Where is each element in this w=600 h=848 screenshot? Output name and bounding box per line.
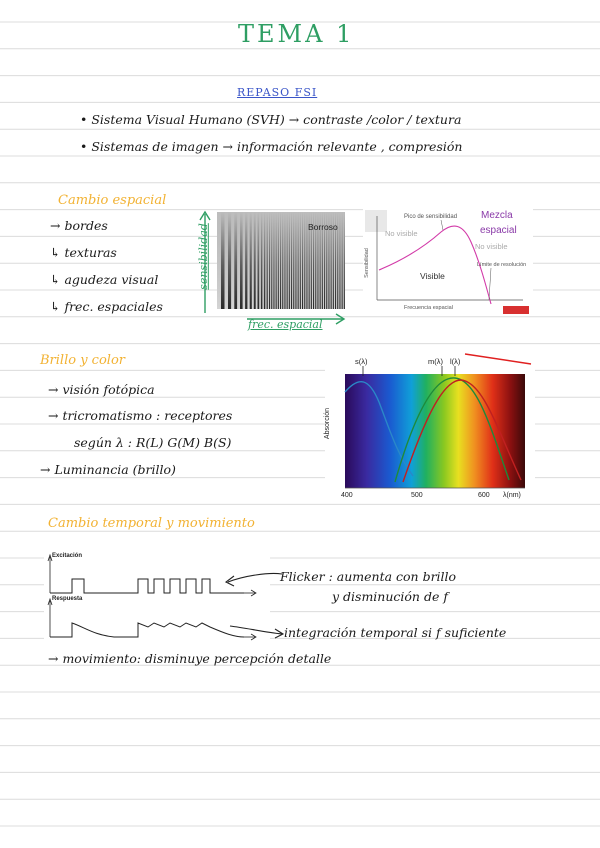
color-item-tricromatismo: → tricromatismo : receptores xyxy=(48,408,233,423)
spectrum-x-600: 600 xyxy=(478,492,490,499)
excitation-label: Excitación xyxy=(52,553,83,559)
espacial-label: espacial xyxy=(480,225,517,236)
spatial-item-texturas: ↳ texturas xyxy=(50,245,117,260)
color-item-fotopica: → visión fotópica xyxy=(48,382,155,397)
csf-xlabel: Frecuencia espacial xyxy=(404,305,453,311)
spectrum-ylabel: Absorción xyxy=(324,407,332,440)
grating-label: Borroso xyxy=(308,222,338,232)
intro-bullet-1: • Sistema Visual Humano (SVH) → contraste /color / textura xyxy=(80,112,462,127)
integration-note: integración temporal si f suficiente xyxy=(284,625,507,640)
section-heading-temporal: Cambio temporal y movimiento xyxy=(48,516,255,531)
flicker-note-1: Flicker : aumenta con brillo xyxy=(280,569,457,584)
movement-item: → movimiento: disminuye percepción detalle xyxy=(48,651,332,666)
spectrum-figure xyxy=(325,352,535,502)
page-subtitle: REPASO FSI xyxy=(237,86,318,99)
spectrum-x-unit: λ(nm) xyxy=(503,492,521,499)
csf-ylabel: Sensibilidad xyxy=(363,248,370,278)
csf-peak-label: Pico de sensibilidad xyxy=(404,214,458,220)
spatial-item-frec: ↳ frec. espaciales xyxy=(50,299,163,314)
spectrum-s-label: s(λ) xyxy=(355,357,368,366)
axis-label-frec-espacial: frec. espacial xyxy=(248,318,323,331)
spectrum-l-label: l(λ) xyxy=(450,357,461,366)
mezcla-label: Mezcla xyxy=(481,210,513,221)
spectrum-m-label: m(λ) xyxy=(428,357,443,366)
spatial-item-bordes: → bordes xyxy=(50,218,108,233)
color-item-segun: según λ : R(L) G(M) B(S) xyxy=(74,435,232,450)
response-label: Respuesta xyxy=(52,596,83,602)
flicker-note-2: y disminución de f xyxy=(332,589,448,604)
spectrum-x-400: 400 xyxy=(341,492,353,499)
axis-label-sensibilidad: sensibilidad xyxy=(196,223,210,290)
spectrum-x-500: 500 xyxy=(411,492,423,499)
csf-limit-label: Límite de resolución xyxy=(477,262,527,268)
section-heading-brillo: Brillo y color xyxy=(40,353,125,368)
csf-no-visible-right: No visible xyxy=(475,242,508,251)
intro-bullet-2: • Sistemas de imagen → información relevante , compresión xyxy=(80,139,463,154)
page-title: TEMA 1 xyxy=(238,20,355,48)
csf-no-visible-left: No visible xyxy=(385,229,418,238)
color-item-luminancia: → Luminancia (brillo) xyxy=(40,462,176,477)
csf-visible-label: Visible xyxy=(420,271,445,281)
section-heading-spatial: Cambio espacial xyxy=(58,193,167,208)
spatial-item-agudeza: ↳ agudeza visual xyxy=(50,272,159,287)
